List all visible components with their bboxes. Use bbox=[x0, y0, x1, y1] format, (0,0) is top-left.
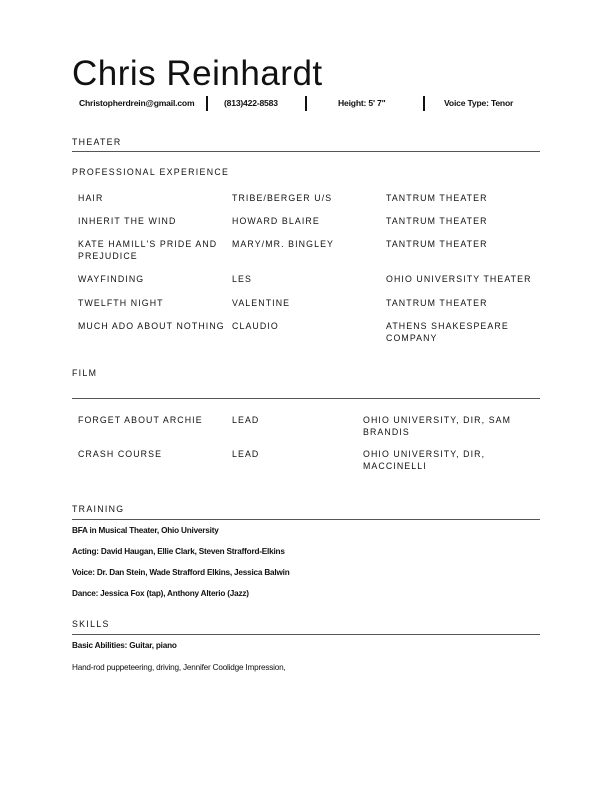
company: TANTRUM THEATER bbox=[386, 298, 488, 308]
skills-basic: Basic Abilities: Guitar, piano bbox=[72, 641, 177, 650]
email: Christopherdrein@gmail.com bbox=[79, 98, 195, 108]
theater-heading: THEATER bbox=[72, 137, 122, 147]
training-divider bbox=[72, 519, 540, 520]
training-heading: TRAINING bbox=[72, 504, 125, 514]
role: VALENTINE bbox=[232, 298, 291, 308]
skills-heading: SKILLS bbox=[72, 619, 110, 629]
height: Height: 5' 7" bbox=[338, 98, 386, 108]
company: TANTRUM THEATER bbox=[386, 193, 488, 203]
contact-separator bbox=[305, 96, 307, 111]
film-role: LEAD bbox=[232, 449, 260, 459]
phone: (813)422-8583 bbox=[224, 98, 278, 108]
film-heading: FILM bbox=[72, 368, 98, 378]
film-company: OHIO UNIVERSITY, DIR, SAM BRANDIS bbox=[363, 415, 512, 437]
role: LES bbox=[232, 274, 252, 284]
training-line: Voice: Dr. Dan Stein, Wade Strafford Elkins, Jessica Balwin bbox=[72, 568, 290, 577]
film-title: CRASH COURSE bbox=[78, 449, 163, 459]
role: TRIBE/BERGER U/S bbox=[232, 193, 333, 203]
company: OHIO UNIVERSITY THEATER bbox=[386, 274, 532, 284]
role: CLAUDIO bbox=[232, 321, 279, 331]
company: ATHENS SHAKESPEARE COMPANY bbox=[386, 321, 509, 343]
show-title: HAIR bbox=[78, 193, 104, 203]
training-line: Acting: David Haugan, Ellie Clark, Steven Strafford-Elkins bbox=[72, 547, 285, 556]
film-title: FORGET ABOUT ARCHIE bbox=[78, 415, 203, 425]
training-line: BFA in Musical Theater, Ohio University bbox=[72, 526, 219, 535]
film-role: LEAD bbox=[232, 415, 260, 425]
contact-bar bbox=[0, 96, 612, 114]
film-divider bbox=[72, 398, 540, 399]
voice-type: Voice Type: Tenor bbox=[444, 98, 514, 108]
theater-divider bbox=[72, 151, 540, 152]
professional-experience-heading: PROFESSIONAL EXPERIENCE bbox=[72, 167, 230, 177]
show-title: KATE HAMILL'S PRIDE AND PREJUDICE bbox=[78, 239, 218, 261]
contact-separator bbox=[206, 96, 208, 111]
role: MARY/MR. BINGLEY bbox=[232, 239, 335, 249]
company: TANTRUM THEATER bbox=[386, 216, 488, 226]
resume-name: Chris Reinhardt bbox=[72, 54, 323, 93]
show-title: TWELFTH NIGHT bbox=[78, 298, 164, 308]
show-title: MUCH ADO ABOUT NOTHING bbox=[78, 321, 225, 331]
company: TANTRUM THEATER bbox=[386, 239, 488, 249]
skills-divider bbox=[72, 634, 540, 635]
show-title: INHERIT THE WIND bbox=[78, 216, 177, 226]
role: HOWARD BLAIRE bbox=[232, 216, 320, 226]
show-title: WAYFINDING bbox=[78, 274, 145, 284]
contact-separator bbox=[423, 96, 425, 111]
film-company: OHIO UNIVERSITY, DIR, MACCINELLI bbox=[363, 449, 486, 471]
training-line: Dance: Jessica Fox (tap), Anthony Alterio (Jazz) bbox=[72, 589, 249, 598]
skills-other: Hand-rod puppeteering, driving, Jennifer Coolidge Impression, bbox=[72, 663, 286, 672]
